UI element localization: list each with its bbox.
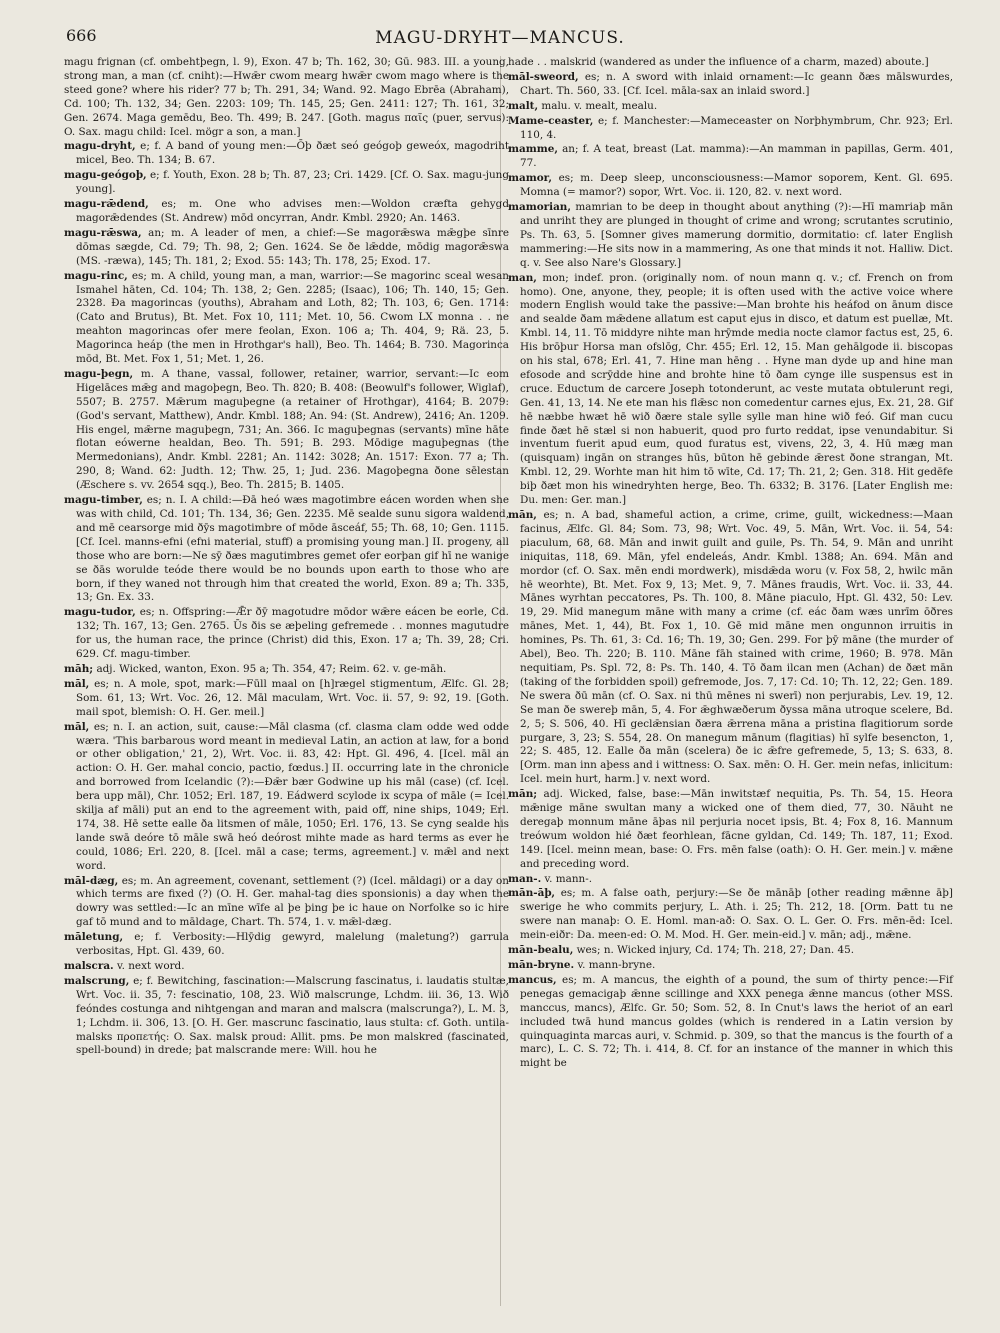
running-head: MAGU-DRYHT—MANCUS. <box>375 28 625 48</box>
entry-headword: malscrung, <box>64 974 130 987</box>
entry-body: adj. Wicked, wanton, Exon. 95 a; Th. 354, 47; Reim. 62. v. ge-māh. <box>96 662 447 675</box>
entry-headword: māl-dæg, <box>64 874 119 887</box>
entry-body: v. next word. <box>117 960 185 972</box>
entry-body: es; n. Offspring:—Ǣr ðȳ magotudre mōdor wǣre eácen be eorle, Cd. 132; Th. 167, 13; Gen. 2765. Ūs ðis se æþeling gefremede . . monnes magutudre for us, the human race, the prince (Christ) did this, Exon. 17 a; Th. 39, 28; Cri. 629. Cf. magu-timber. <box>76 606 509 661</box>
entry-body: es; n. I. A child:—Ðā heó wæs magotimbre eácen worden when she was with child, Cd. 101; Th. 134, 36; Gen. 2235. Mē sealde sunu sigora waldend, and mē cearsorge mid ðȳs magotimbre of mōde āsceáf, 55; Th. 68, 10; Gen. 1115. [Cf. Icel. manns-efni (efni material, stuff) a promising young man.] II. progeny, all those who are born:—Ne sȳ ðæs magutimbres gemet ofer eorþan gif hī ne wanige se ðās worulde teóde there would be no bounds upon earth to those who are born, if they waned not through him that created the world, Exon. 89 a; Th. 335, 13; Gn. Ex. 33. <box>76 494 509 604</box>
dictionary-entry <box>64 56 509 139</box>
entry-body: mamrian to be deep in thought about anything (?):—Hī mamriaþ mān and unriht they are plunged in thought of crime and wrong; scrutantes scrutinio, Ps. Th. 63, 5. [Somner gives mamerung dormitio, dormitatio: cf. later English mammering:—He sits now in a mammering, As one that minds it not. Halliw. Dict. q. v. See also Nare's Glossary.] <box>520 201 953 269</box>
entry-headword: māh; <box>64 662 94 675</box>
dictionary-entry <box>64 169 509 197</box>
entry-headword: mān-bealu, <box>508 944 574 957</box>
dictionary-entry <box>508 959 953 973</box>
entry-headword: magu-þegn, <box>64 367 134 380</box>
entry-headword: magu-tudor, <box>64 606 136 619</box>
entry-body: es; m. A child, young man, a man, warrior:—Se magorinc sceal wesan Ismahel hāten, Cd. 104; Th. 138, 2; Gen. 2285; (Isaac), 106; Th. 140, 15; Gen. 2328. Ða magorincas (youths), Abraham and Loth, 82; Th. 103, 6; Gen. 1714: (Cato and Brutus), Bt. Met. Fox 10, 111; Met. 10, 56. Cwom LX monna . . ne meahton magorincas ofer mere feolan, Exon. 106 a; Th. 404, 9; Rä. 23, 5. Magorinca heáp (the men in Hrothgar's hall), Beo. Th. 1464; B. 730. Magorinca mōd, Bt. Met. Fox 1, 51; Met. 1, 26. <box>76 269 509 366</box>
dictionary-entry <box>64 494 509 605</box>
entry-body: es; m. A false oath, perjury:—Se ðe mānāþ [other reading mǣnne āþ] swerige he who commits perjury, L. Ath. i. 25; Th. 212, 18. [Orm. Þatt tu ne swere nan manaþ: O. E. Homl. man-að: O. Sax. O. L. Ger. O. Frs. mēn-ēd: Icel. mein-eiðr: Da. meen-ed: O. M. Mod. H. Ger. mein-eid.] v. mān; adj., mǣne. <box>520 887 953 942</box>
dictionary-entry <box>64 140 509 168</box>
entry-headword: mamorian, <box>508 201 571 214</box>
dictionary-entry <box>64 931 509 959</box>
entry-headword: mān, <box>508 509 537 521</box>
entry-headword: malscra. <box>64 960 114 972</box>
entry-body: es; m. A mancus, the eighth of a pound, the sum of thirty pence:—Fif penegas gemacigaþ ǣnne scillinge and XXX penega ǣnne mancus (other MSS. manccus, mancs), Ælfc. Gr. 50; Som. 52, 8. In Cnut's laws the heriot of an earl included twā hund mancus goldes (which is rendered in a Latin version by quinquaginta marcas auri, v. Schmid. p. 309, so that the mancus is the fourth of a marc), L. C. S. 72; Th. i. 414, 8. Cf. for an instance of the manner in which this might be <box>520 973 953 1070</box>
entry-body: v. mann-bryne. <box>577 959 656 971</box>
entry-headword: magu-rǣswa, <box>64 226 142 239</box>
dictionary-entry <box>508 71 953 99</box>
dictionary-entry <box>508 788 953 871</box>
entry-headword: magu-rǣdend, <box>64 198 149 211</box>
entry-headword: man-. <box>508 872 542 885</box>
dictionary-entry <box>508 509 953 787</box>
entry-headword: Mame-ceaster, <box>508 114 594 127</box>
entry-body: es; m. Deep sleep, unconsciousness:—Mamor soporem, Kent. Gl. 695. Momna (= mamor?) sopor, Wrt. Voc. ii. 120, 82. v. next word. <box>520 172 953 199</box>
entry-headword: magu-timber, <box>64 494 143 507</box>
entry-body: wes; n. Wicked injury, Cd. 174; Th. 218, 27; Dan. 45. <box>576 944 855 957</box>
entry-headword: magu-rinc, <box>64 269 128 282</box>
dictionary-entry <box>508 172 953 200</box>
dictionary-entry <box>64 721 509 874</box>
entry-body: an; f. A teat, breast (Lat. mamma):—An mamman in papillas, Germ. 401, 77. <box>520 143 953 170</box>
dictionary-entry <box>508 201 953 271</box>
dictionary-entry <box>508 944 953 958</box>
entry-body: es; n. A sword with inlaid ornament:—Ic geann ðæs mālswurdes, Chart. Th. 560, 33. [Cf. Icel. māla-sax an inlaid sword.] <box>520 70 953 97</box>
entry-headword: magu-geógoþ, <box>64 169 147 182</box>
entry-body: an; m. A leader of men, a chief:—Se magorǣswa mǣgþe sīnre dōmas sægde, Cd. 79; Th. 98, 2; Gen. 1624. Se ðe lǣdde, mōdig magorǣswa (MS. -ræwa), 145; Th. 181, 2; Exod. 55: 143; Th. 178, 25; Exod. 17. <box>76 226 509 267</box>
entry-body: es; n. I. an action, suit, cause:—Māl clasma (cf. clasma clam odde wed odde wæra. 'This barbarous word meant in medieval Latin, an action at law, for a bond or other obligation,' 21, 2), Wrt. Voc. ii. 83, 42: Hpt. Gl. 496, 4. [Icel. māl an action: O. H. Ger. mahal concio, pactio, fœdus.] II. occurring late in the chronicle and borrowed from Icelandic (?):—Ðǣr bær Godwine up his māl (case) (cf. Icel. bera upp māl), Chr. 1052; Erl. 187, 19. Eádwerd scylode ix scypa of māle (= Icel. skilja af māli) put an end to the agreement with, paid off, nine ships, 1049; Erl. 174, 38. Hē sette ealle ða litsmen of māle, 1050; Erl. 176, 13. Se cyng sealde his lande swā deóre tō māle swā heó deórost mihte made as hard terms as ever he could, 1086; Erl. 220, 8. [Icel. māl a case; terms, agreement.] v. mǣl and next word. <box>76 720 509 872</box>
dictionary-entry <box>508 887 953 943</box>
dictionary-entry <box>508 143 953 171</box>
dictionary-entry <box>508 974 953 1071</box>
entry-body: es; m. An agreement, covenant, settlement (?) (Icel. māldagi) or a day on which terms are fixed (?) (O. H. Ger. mahal-tag dies sponsionis) a day when the dowry was settled:—Ic an mīne wīfe al þe þing þe ic haue on Norfolke so ic hire gaf tō mund and to māldage, Chart. Th. 574, 1. v. mǣl-dæg. <box>76 874 509 929</box>
entry-body: e; f. Manchester:—Mameceaster on Norþhymbrum, Chr. 923; Erl. 110, 4. <box>520 114 953 141</box>
dictionary-entry <box>508 115 953 143</box>
dictionary-entry <box>64 960 509 974</box>
dictionary-entry <box>508 56 953 70</box>
entry-body: e; f. Youth, Exon. 28 b; Th. 87, 23; Cri. 1429. [Cf. O. Sax. magu-jung young]. <box>76 169 509 196</box>
dictionary-entry <box>64 368 509 493</box>
entry-headword: māl-sweord, <box>508 70 579 83</box>
entry-body: mon; indef. pron. (originally nom. of noun mann q. v.; cf. French on from homo). One, anyone, they, people; it is often used with the active voice where modern English would take the passive:—Man brohte his heáfod on ānum disce and sealde ðam mǣdene allatum est caput ejus in disco, et datum est puellæ, Mt. Kmbl. 14, 11. Tō middyre nihte man hrȳmde media nocte clamor factus est, 25, 6. His brōþur Horsa man ofslōg, Chr. 455; Erl. 12, 15. Man gehālgode ii. biscopas on his stal, 678; Erl. 41, 7. Hine man hēng . . Hyne man dyde up and hine man efosode and scrȳdde hine and brohte hine tō ðam cynge ille suspensus est in cruce. Eductum de carcere Joseph totonderunt, ac veste mutata obtulerunt regi, Gen. 41, 13, 14. Ne ete man his flǣsc non comedentur carnes ejus, Ex. 21, 28. Gif hē næbbe hwæt hē wið ðære stale sylle sylle man hine wið feó. Gif man cucu finde ðæt hē stæl si non habuerit, quod pro furto reddat, ipse venundabitur. Si inventum fuerit apud eum, quod furatus est, vivens, 22, 3, 4. Hū mæg man (quisquam) ingān on stranges hūs, būton hē gebinde ǣrest ðone strangan, Mt. Kmbl. 12, 29. Worhte man hit him tō wīte, Cd. 17; Th. 21, 2; Gen. 318. Hit gedēfe biþ ðæt mon his winedryhten herge, Beo. Th. 6332; B. 3176. [Later English me: Du. men: Ger. man.] <box>520 271 953 507</box>
entry-body: es; m. One who advises men:—Woldon cræfta gehygd magorǣdendes (St. Andrew) mōd oncyrran, Andr. Kmbl. 2920; An. 1463. <box>76 198 509 224</box>
entry-headword: malt, <box>508 99 539 112</box>
dictionary-entry <box>64 227 509 269</box>
entry-headword: mamme, <box>508 143 558 156</box>
dictionary-entry <box>508 873 953 887</box>
entry-headword: māletung, <box>64 931 124 944</box>
left-column <box>64 56 509 1059</box>
dictionary-entry <box>64 606 509 662</box>
entry-body: e; f. Bewitching, fascination:—Malscrung fascinatus, i. laudatis stultæ, Wrt. Voc. ii. 35, 7: fescinatio, 108, 23. Wið malscrunge, Lchdm. iii. 36, 13. Wið feóndes costunga and nihtgengan and maran and malscra (malscrunga?), L. M. 3, 1; Lchdm. ii. 306, 13. [O. H. Ger. mascrunc fascinatio, laus stulta: cf. Goth. untila-malsks προπετής: O. Sax. malsk proud: Allit. pms. Þe mon malskred (fascinated, spell-bound) in drede; þat malscrande mere: Will. hou he <box>76 974 509 1057</box>
entry-body: adj. Wicked, false, base:—Mān inwitstæf nequitia, Ps. Th. 54, 15. Heora mǣnige māne swultan many a wicked one of them died, 77, 30. Nāuht ne deregaþ monnum māne āþas nil perjuria nocet ipsis, Bt. 4; Fox 8, 16. Mannum treówum woldon hié ðæt feorhlean, fācne gyldan, Cd. 149; Th. 187, 11; Exod. 149. [Icel. meinn mean, base: O. Frs. mēn false (oath): O. H. Ger. mein.] v. mǣne and preceding word. <box>520 788 953 870</box>
entry-headword: mān-āþ, <box>508 887 556 900</box>
entry-headword: mān-bryne. <box>508 959 575 971</box>
entry-headword: magu-dryht, <box>64 140 136 153</box>
entry-body: e; f. Verbosity:—Hlȳdig gewyrd, malelung (maletung?) garrula verbositas, Hpt. Gl. 439, 60. <box>76 931 509 958</box>
right-column <box>508 56 953 1072</box>
entry-body: e; f. A band of young men:—Ōþ ðæt seó geógoþ geweóx, magodriht micel, Beo. Th. 134; B. 67. <box>76 140 509 167</box>
entry-headword: māl, <box>64 720 90 733</box>
dictionary-entry <box>64 270 509 367</box>
dictionary-entry <box>64 198 509 226</box>
entry-body: hade . . malskrid (wandered as under the influence of a charm, mazed) aboute.] <box>508 56 929 68</box>
entry-body: malu. v. mealt, mealu. <box>541 99 658 112</box>
entry-headword: mancus, <box>508 973 557 986</box>
entry-headword: māl, <box>64 677 90 690</box>
entry-body: es; n. A mole, spot, mark:—Fūll maal on [h]rægel stigmentum, Ælfc. Gl. 28; Som. 61, 13; Wrt. Voc. 26, 12. Māl maculam, Wrt. Voc. ii. 57, 9: 92, 19. [Goth. mail spot, blemish: O. H. Ger. meil.] <box>76 677 509 718</box>
dictionary-entry <box>64 678 509 720</box>
dictionary-entry <box>64 875 509 931</box>
entry-headword: mamor, <box>508 172 552 185</box>
entry-body: magu frignan (cf. ombehtþegn, l. 9), Exon. 47 b; Th. 162, 30; Gū. 983. III. a young, strong man, a man (cf. cniht):—Hwǣr cwom mearg hwǣr cwom mago where is the steed gone? where his rider? 77 b; Th. 291, 34; Wand. 92. Mago Ebrēa (Abraham), Cd. 100; Th. 132, 34; Gen. 2203: 109; Th. 145, 25; Gen. 2411: 127; Th. 161, 32; Gen. 2674. Maga gemēdu, Beo. Th. 499; B. 247. [Goth. magus παῖς (puer, servus): O. Sax. magu child: Icel. mögr a son, a man.] <box>64 56 509 138</box>
entry-body: v. mann-. <box>544 872 593 885</box>
dictionary-entry <box>508 272 953 508</box>
entry-body: es; n. A bad, shameful action, a crime, crime, guilt, wickedness:—Maan facinus, Ælfc. Gl. 84; Som. 73, 98; Wrt. Voc. 49, 5. Mān, Wrt. Voc. ii. 54, 54: piaculum, 68, 68. Mān and inwit guilt and guile, Ps. Th. 54, 9. Mān and unriht iniquitas, 118, 69. Mān, yfel endeleás, Andr. Kmbl. 1388; An. 694. Mān and mordor (cf. O. Sax. mēn endi mordwerk), misdǣda woru (v. Fox 58, 2, hwilc mān hē weorhte), Bt. Met. Fox 9, 13; Met. 9, 7. Mānes fraudis, Wrt. Voc. ii. 33, 44. Mānes wyrhtan peccatores, Ps. Th. 100, 8. Māne piaculo, Hpt. Gl. 432, 50: Lev. 19, 29. Mid manegum māne with many a crime (cf. eác ðam wæs unrīm ōðres mānes, Met. 1, 44), Bt. Fox 1, 10. Gē mid māne men ongunnon irruitis in homines, Ps. Th. 61, 3: Cd. 16; Th. 19, 30; Gen. 299. For þȳ māne (the murder of Abel), Beo. Th. 220; B. 110. Māne fāh stained with crime, 1960; B. 978. Mān nequitiam, Ps. Spl. 72, 8: Ps. Th. 140, 4. Tō ðam ilcan men (Achan) de ðæt mān (taking of the forbidden spoil) gefremode, Jos. 7, 17: Cd. 10; Th. 12, 22; Gen. 189. Ne swera ðū mān (cf. O. Sax. ni thū mēnes ni swerī) non perjurabis, Lev. 19, 12. Se man ðe swereþ mān, 5, 4. For ǣghwæðerum ðyssa māna utroque scelere, Bd. 2, 5; S. 506, 40. Hī geclǣnsian ðæra ǣrrena māna a pristina flagitiorum sorde purgare, 3, 23; S. 554, 28. On manegum mānum (flagitias) hī sylfe besencton, 1, 22; S. 485, 12. Ealle ða mān (scelera) ðe ic ǣfre gefremede, 5, 13; S. 633, 8. [Orm. man inn aþess and i wittness: O. Sax. mēn: O. H. Ger. mein nefas, inlicitum: Icel. mein hurt, harm.] v. next word. <box>520 509 953 786</box>
dictionary-entry <box>508 100 953 114</box>
dictionary-entry <box>64 975 509 1058</box>
dictionary-entry <box>64 663 509 677</box>
entry-headword: man, <box>508 271 537 284</box>
entry-headword: mān; <box>508 788 538 801</box>
page-number: 666 <box>66 26 97 45</box>
entry-body: m. A thane, vassal, follower, retainer, warrior, servant:—Ic eom Higelāces mǣg and magoþegn, Beo. Th. 820; B. 408: (Beowulf's follower, Wiglaf), 5507; B. 2757. Mǣrum maguþegne (a retainer of Hrothgar), 4164; B. 2079: (God's servant, Matthew), Andr. Kmbl. 188; An. 94: (St. Andrew), 2416; An. 1209. His engel, mǣrne maguþegn, 731; An. 366. Ic maguþegnas (servants) mīne hāte flotan eówerne healdan, Beo. Th. 591; B. 293. Mōdige maguþegnas (the Mermedonians), Andr. Kmbl. 2281; An. 1142: 3028; An. 1517: Exon. 77 a; Th. 290, 8; Wand. 62: Judth. 12; Thw. 25, 1; Jud. 236. Magoþegna ðone sēlestan (Æschere s. vv. 2654 sqq.), Beo. Th. 2815; B. 1405. <box>76 367 509 492</box>
